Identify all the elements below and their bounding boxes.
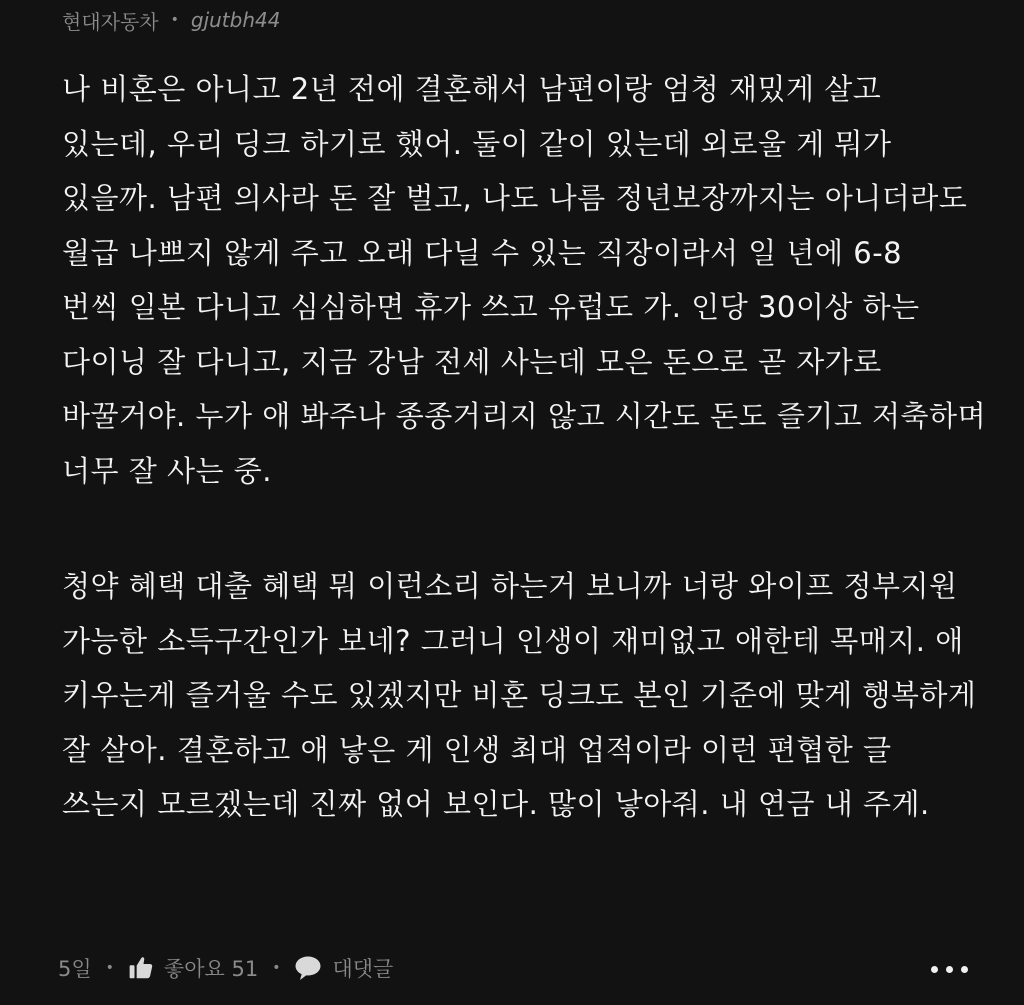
comment-line: 있는데, 우리 딩크 하기로 했어. 둘이 같이 있는데 외로울 게 뭐가 bbox=[62, 126, 892, 161]
comment-body bbox=[62, 62, 987, 832]
comment-line: 나 비혼은 아니고 2년 전에 결혼해서 남편이랑 엄청 재밌게 살고 bbox=[62, 72, 882, 106]
comment-header bbox=[62, 4, 280, 36]
more-dots-icon bbox=[931, 966, 938, 973]
comment-footer bbox=[58, 948, 978, 988]
reply-button[interactable] bbox=[294, 953, 393, 983]
more-dots-icon bbox=[946, 966, 953, 973]
comment-line: 번씩 일본 다니고 심심하면 휴가 쓰고 유럽도 가. 인당 30이상 하는 bbox=[62, 290, 920, 324]
reply-label: 대댓글 bbox=[332, 957, 394, 981]
more-dots-icon bbox=[961, 966, 968, 973]
thumbs-up-icon bbox=[128, 955, 154, 981]
comment-line: 있을까. 남편 의사라 돈 잘 벌고, 나도 나름 정년보장까지는 아니더라도 bbox=[62, 181, 968, 215]
comment-time: 5일 bbox=[58, 957, 92, 981]
comment-line: 키우는게 즐거울 수도 있겠지만 비혼 딩크도 본인 기준에 맞게 행복하게 bbox=[62, 678, 977, 712]
comment-line: 청약 혜택 대출 혜택 뭐 이런소리 하는거 보니까 너랑 와이프 정부지원 bbox=[62, 569, 958, 603]
comment-paragraph-2 bbox=[62, 559, 982, 832]
comment-paragraph-1 bbox=[62, 62, 987, 498]
header-separator: • bbox=[170, 12, 179, 28]
comment-line: 바꿀거야. 누가 애 봐주나 종종거리지 않고 시간도 돈도 즐기고 저축하며 bbox=[62, 399, 987, 433]
comment-line: 월급 나쁘지 않게 주고 오래 다닐 수 있는 직장이라서 일 년에 6-8 bbox=[62, 235, 903, 270]
like-label: 좋아요 51 bbox=[163, 957, 259, 981]
more-options-button[interactable] bbox=[931, 966, 968, 973]
comment-line: 다이닝 잘 다니고, 지금 강남 전세 사는데 모은 돈으로 곧 자가로 bbox=[62, 344, 882, 379]
speech-bubble-icon bbox=[294, 955, 322, 981]
footer-separator: • bbox=[272, 960, 281, 976]
comment-line: 가능한 소득구간인가 보네? 그러니 인생이 재미없고 애한테 목매지. 애 bbox=[62, 623, 964, 658]
like-button[interactable] bbox=[128, 953, 258, 983]
comment-line: 너무 잘 사는 중. bbox=[62, 453, 272, 488]
company-name[interactable]: 현대자동차 bbox=[62, 9, 159, 34]
author-name[interactable]: gjutbh44 bbox=[190, 8, 281, 32]
footer-separator: • bbox=[105, 960, 114, 976]
comment-line: 쓰는지 모르겠는데 진짜 없어 보인다. 많이 낳아줘. 내 연금 내 주게. bbox=[62, 787, 930, 821]
comment-line: 잘 살아. 결혼하고 애 낳은 게 인생 최대 업적이라 이런 편협한 글 bbox=[62, 732, 892, 767]
